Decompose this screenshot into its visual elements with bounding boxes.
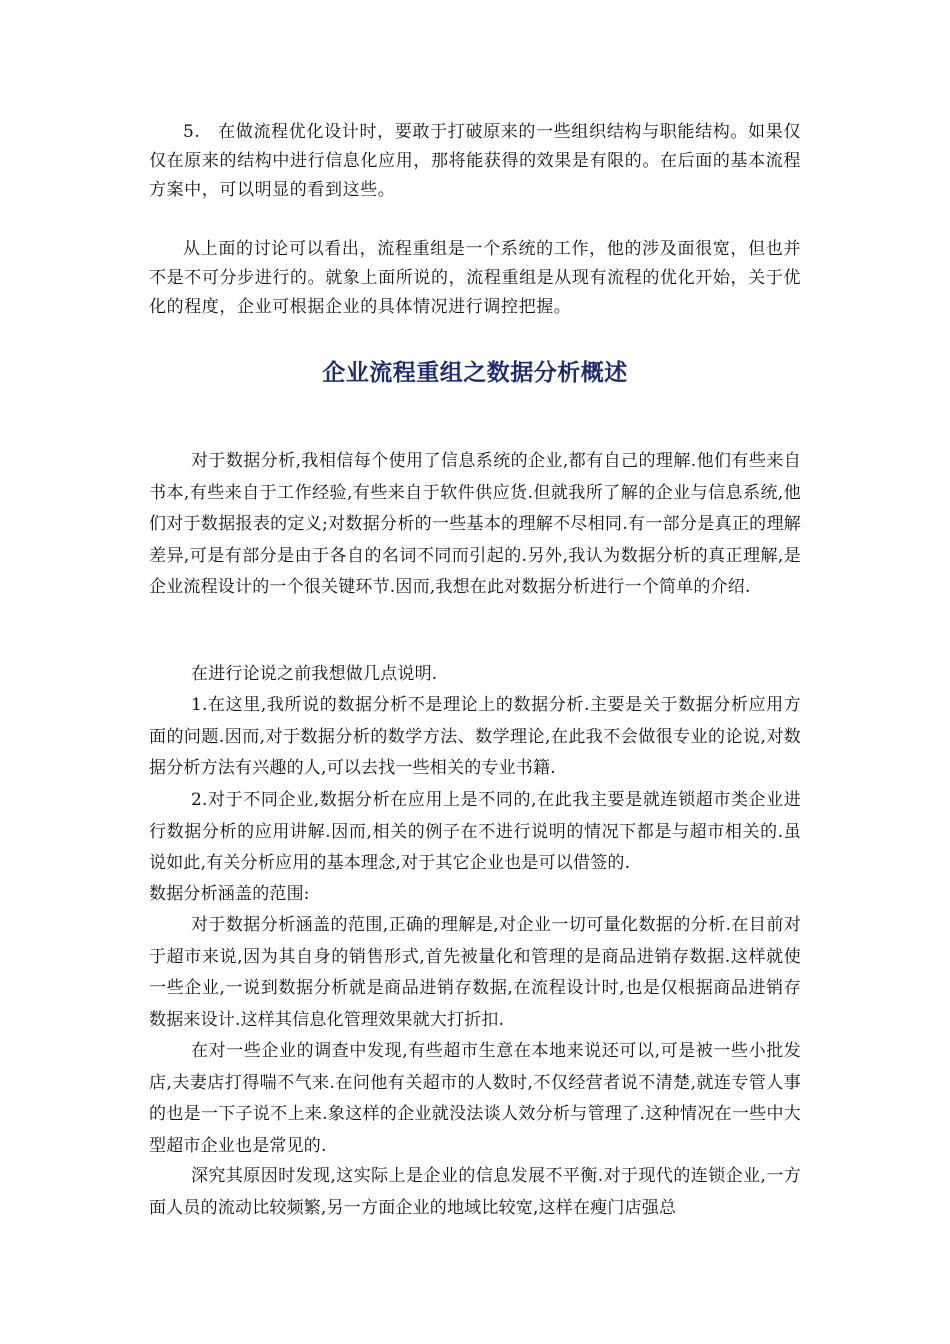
section-title: 企业流程重组之数据分析概述 xyxy=(322,359,628,386)
paragraph-note-2: 2.对于不同企业,数据分析在应用上是不同的,在此我主要是就连锁超市类企业进行数据分析的应用讲解.因而,相关的例子在不进行说明的情况下都是与超市相关的.虽说如此,有关分析应用的基本理念,对于其它企业也是可以借签的. xyxy=(149,790,801,873)
paragraph-scope-3: 深究其原因时发现,这实际上是企业的信息发展不平衡.对于现代的连锁企业,一方面人员的流动比较频繁,另一方面企业的地域比较宽,这样在瘦门店强总 xyxy=(149,1166,801,1218)
paragraph-point-5: 5. 在做流程优化设计时，要敢于打破原来的一些组织结构与职能结构。如果仅仅在原来的结构中进行信息化应用，那将能获得的效果是有限的。在后面的基本流程方案中，可以明显的看到这些。 xyxy=(149,122,801,200)
paragraph-scope-2: 在对一些企业的调查中发现,有些超市生意在本地来说还可以,可是被一些小批发店,夫妻店打得喘不气来.在问他有关超市的人数时,不仅经营者说不清楚,就连专管人事的也是一下子说不上来.象这样的企业就没法谈人效分析与管理了.这种情况在一些中大型超市企业也是常见的. xyxy=(149,1041,801,1156)
scope-heading: 数据分析涵盖的范围: xyxy=(149,884,310,904)
paragraph-conclusion: 从上面的讨论可以看出，流程重组是一个系统的工作，他的涉及面很宽，但也并不是不可分步进行的。就象上面所说的，流程重组是从现有流程的优化开始，关于优化的程度，企业可根据企业的具体情况进行调控把握。 xyxy=(149,239,801,317)
paragraph-notes-lead: 在进行论说之前我想做几点说明. xyxy=(191,664,438,684)
paragraph-scope-1: 对于数据分析涵盖的范围,正确的理解是,对企业一切可量化数据的分析.在目前对于超市来说,因为其自身的销售形式,首先被量化和管理的是商品进销存数据.这样就使一些企业,一说到数据分析就是商品进销存数据,在流程设计时,也是仅根据商品进销存数据来设计.这样其信息化管理效果就大打折扣. xyxy=(149,915,801,1030)
paragraph-intro: 对于数据分析,我相信每个使用了信息系统的企业,都有自己的理解.他们有些来自书本,有些来自于工作经验,有些来自于软件供应货.但就我所了解的企业与信息系统,他们对于数据报表的定义;对数据分析的一些基本的理解不尽相同.有一部分是真正的理解差异,可是有部分是由于各自的名词不同而引起的.另外,我认为数据分析的真正理解,是企业流程设计的一个很关键环节.因而,我想在此对数据分析进行一个简单的介绍. xyxy=(149,451,801,597)
paragraph-note-1: 1.在这里,我所说的数据分析不是理论上的数据分析.主要是关于数据分析应用方面的问题.因而,对于数据分析的数学方法、数学理论,在此我不会做很专业的论说,对数据分析方法有兴趣的人,可以去找一些相关的专业书籍. xyxy=(149,695,801,778)
